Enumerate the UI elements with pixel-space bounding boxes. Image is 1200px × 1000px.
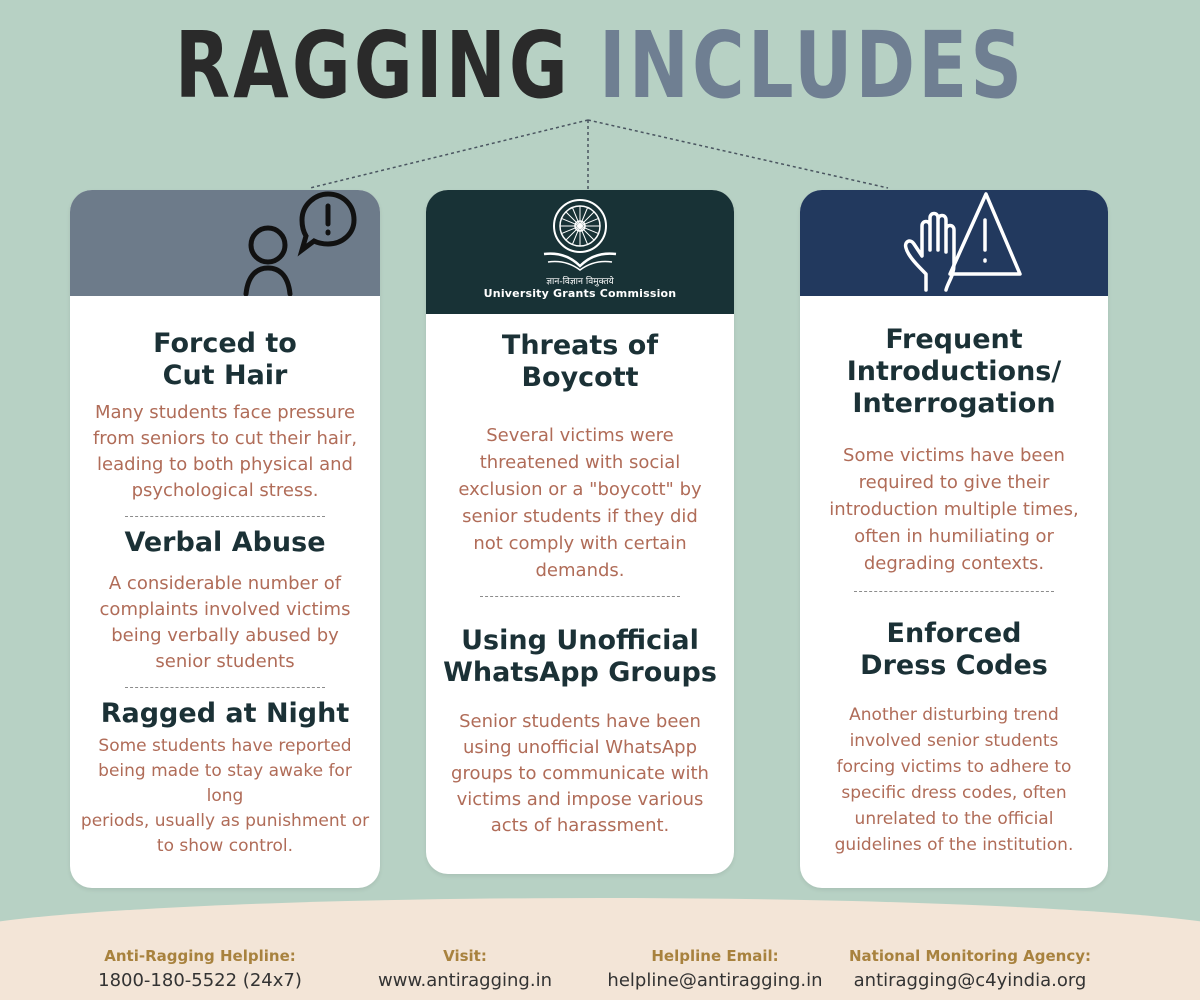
card-header <box>426 190 734 314</box>
heading-line: Boycott <box>521 362 639 393</box>
text-line: being verbally abused by <box>111 625 339 646</box>
text-line: Several victims were <box>486 425 674 446</box>
text-line: introduction multiple times, <box>829 499 1079 520</box>
heading-line: Dress Codes <box>860 650 1048 681</box>
section-heading <box>70 698 380 730</box>
helpline-email-link[interactable]: helpline@antiragging.in <box>607 970 823 991</box>
footer-label: Visit: <box>443 947 487 965</box>
text-line: threatened with social <box>479 452 681 473</box>
footer-agency <box>830 946 1110 994</box>
section-heading <box>426 330 734 394</box>
text-line: required to give their <box>858 472 1050 493</box>
text-line: often in humiliating or <box>854 526 1054 547</box>
text-line: not comply with certain <box>473 533 687 554</box>
helpline-number[interactable]: 1800-180-5522 (24x7) <box>98 970 302 991</box>
text-line: from seniors to cut their hair, <box>92 428 358 449</box>
card-forced-hair <box>70 190 380 888</box>
ugc-motto: ज्ञान-विज्ञान विमुक्तये <box>546 277 614 287</box>
text-line: Some victims have been <box>843 445 1065 466</box>
footer-helpline <box>60 946 340 994</box>
footer-email <box>575 946 855 994</box>
agency-email-link[interactable]: antiragging@c4yindia.org <box>853 970 1087 991</box>
text-line: Many students face pressure <box>94 402 356 423</box>
title-word-includes: INCLUDES <box>599 12 1026 119</box>
heading-line: Using Unofficial <box>461 625 699 656</box>
text-line: degrading contexts. <box>863 553 1045 574</box>
card-threats-boycott <box>426 190 734 874</box>
ugc-logo-text <box>426 274 734 300</box>
heading-line: Interrogation <box>852 388 1056 419</box>
text-line: forcing victims to adhere to <box>836 757 1072 777</box>
text-line: using unofficial WhatsApp <box>462 737 698 758</box>
text-line: Some students have reported <box>98 736 352 756</box>
section-text <box>70 571 380 675</box>
heading-line: WhatsApp Groups <box>443 657 717 688</box>
text-line: senior students if they did <box>462 506 698 527</box>
text-line: being made to stay awake for long <box>98 761 352 806</box>
section-text <box>800 442 1108 577</box>
text-line: leading to both physical and <box>97 454 353 475</box>
heading-line: Ragged at Night <box>100 698 350 729</box>
text-line: acts of harassment. <box>490 815 670 836</box>
text-line: complaints involved victims <box>99 599 351 620</box>
heading-line: Verbal Abuse <box>124 527 326 558</box>
text-line: exclusion or a "boycott" by <box>458 479 702 500</box>
section-text <box>70 734 380 859</box>
text-line: Senior students have been <box>459 711 701 732</box>
hand-warning-icon <box>800 190 1108 296</box>
heading-line: Enforced <box>886 618 1022 649</box>
card-introductions <box>800 190 1108 888</box>
text-line: victims and impose various <box>456 789 704 810</box>
section-heading <box>800 618 1108 682</box>
footer-visit <box>325 946 605 994</box>
section-text <box>70 400 380 504</box>
card-body <box>426 314 734 839</box>
text-line: guidelines of the institution. <box>834 835 1074 855</box>
card-body <box>800 296 1108 858</box>
text-line: to show control. <box>156 836 294 856</box>
section-heading <box>70 527 380 559</box>
heading-line: Forced to <box>153 328 297 359</box>
heading-line: Threats of <box>501 330 659 361</box>
heading-line: Cut Hair <box>162 360 288 391</box>
section-heading <box>426 625 734 689</box>
text-line: psychological stress. <box>131 480 319 501</box>
section-heading <box>70 328 380 392</box>
text-line: demands. <box>535 560 625 581</box>
footer-label: Anti-Ragging Helpline: <box>104 947 296 965</box>
footer-label: Helpline Email: <box>651 947 779 965</box>
text-line: unrelated to the official <box>854 809 1054 829</box>
ugc-emblem-icon <box>426 190 734 280</box>
text-line: groups to communicate with <box>451 763 709 784</box>
title-word-ragging: RAGGING <box>174 12 571 119</box>
footer-label: National Monitoring Agency: <box>848 947 1092 965</box>
ugc-name: University Grants Commission <box>483 287 677 300</box>
section-text <box>800 702 1108 858</box>
section-heading <box>800 324 1108 420</box>
person-speech-alert-icon <box>70 190 380 296</box>
text-line: senior students <box>155 651 295 672</box>
text-line: involved senior students <box>849 731 1059 751</box>
website-link[interactable]: www.antiragging.in <box>378 970 552 991</box>
text-line: A considerable number of <box>108 573 342 594</box>
text-line: Another disturbing trend <box>849 705 1059 725</box>
card-header <box>800 190 1108 296</box>
section-text <box>426 709 734 839</box>
card-header <box>70 190 380 296</box>
text-line: specific dress codes, often <box>841 783 1067 803</box>
heading-line: Introductions/ <box>846 356 1062 387</box>
section-text <box>426 422 734 584</box>
text-line: periods, usually as punishment or <box>80 811 370 831</box>
card-body <box>70 296 380 859</box>
heading-line: Frequent <box>885 324 1023 355</box>
